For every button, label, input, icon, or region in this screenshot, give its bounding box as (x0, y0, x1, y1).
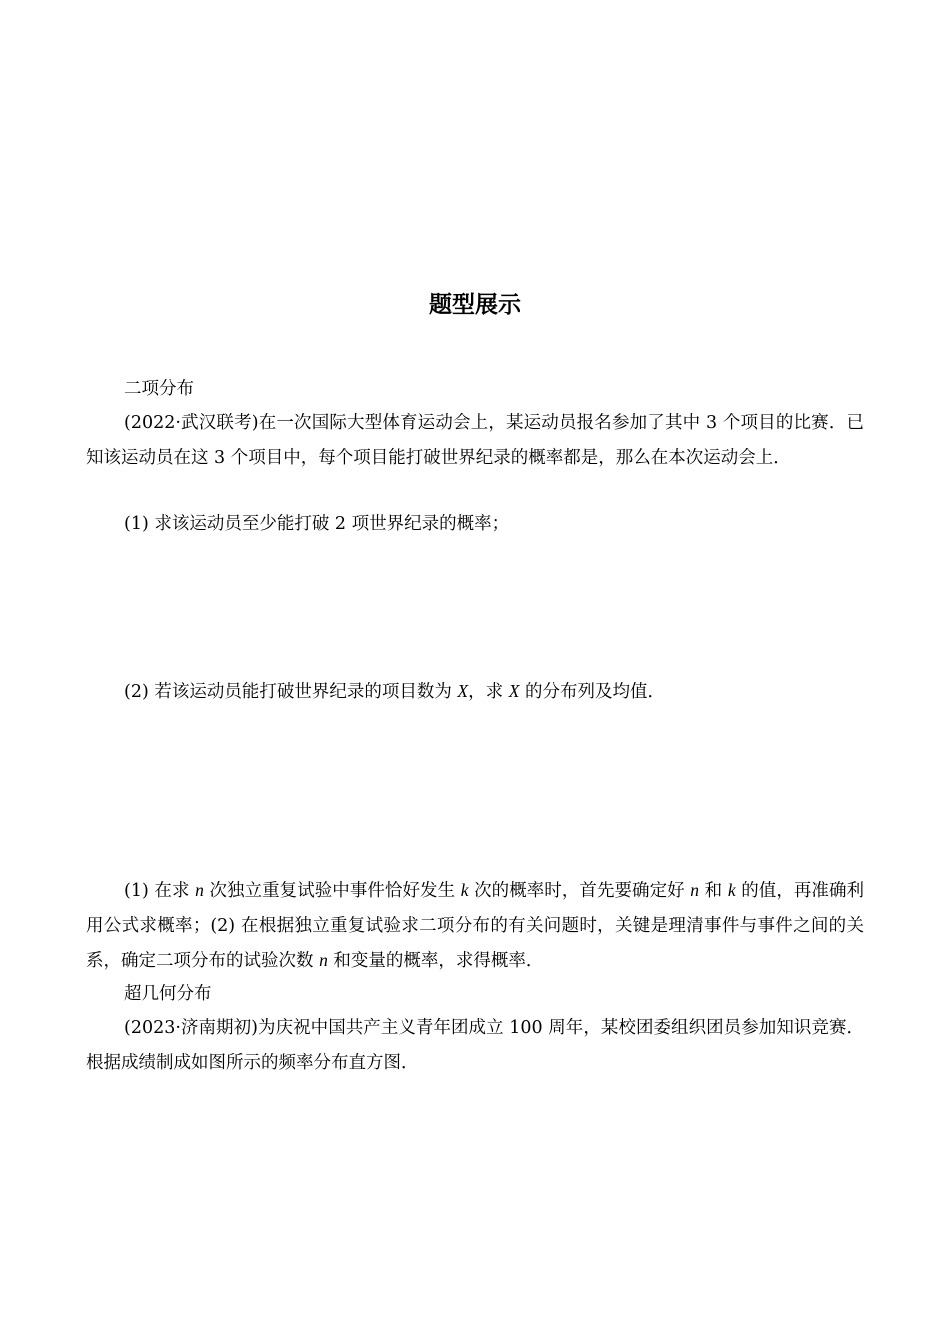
summary-text: 次独立重复试验中事件恰好发生 (203, 881, 461, 901)
summary-text: 和 (699, 881, 728, 901)
variable-n: n (319, 950, 328, 970)
variable-n: n (195, 880, 204, 900)
summary-text: 的值，再准确利用公式求概率；(2) 在根据独立重复试验求二项分布的有关问题时，关键是理清事件与事件之间的关系，确定二项分布的试验次数 (86, 881, 864, 971)
problem-2-text: 为庆祝中国共产主义青年团成立 100 周年，某校团委组织团员参加知识竞赛．根据成绩制成如图所示的频率分布直方图． (86, 1018, 864, 1073)
section-heading-binomial: 二项分布 (124, 379, 194, 399)
variable-x: X (508, 681, 520, 701)
problem-1-text: 在一次国际大型体育运动会上，某运动员报名参加了其中 3 个项目的比赛．已知该运动员在这 3 个项目中，每个项目能打破世界纪录的概率都是，那么在本次运动会上． (86, 413, 864, 468)
variable-x: X (457, 681, 469, 701)
question-2-part3: 的分布列及均值． (519, 682, 665, 702)
variable-k: k (727, 880, 736, 900)
question-2-part1: (2) 若该运动员能打破世界纪录的项目数为 (124, 682, 458, 702)
problem-2-statement (86, 1011, 864, 1080)
summary-text: 次的概率时，首先要确定好 (468, 881, 691, 901)
question-2-part2: ，求 (468, 682, 509, 702)
problem-2-source: (2023·济南期初) (124, 1018, 258, 1038)
variable-n: n (690, 880, 700, 900)
problem-1-source: (2022·武汉联考) (124, 413, 259, 433)
method-summary (86, 873, 864, 979)
page-title: 题型展示 (429, 292, 521, 318)
question-2 (124, 674, 864, 710)
problem-1-statement (86, 406, 864, 475)
question-1: (1) 求该运动员至少能打破 2 项世界纪录的概率； (124, 514, 510, 534)
summary-text: (1) 在求 (124, 881, 196, 901)
variable-k: k (460, 880, 469, 900)
summary-text: 和变量的概率，求得概率． (327, 951, 544, 971)
section-heading-hypergeometric: 超几何分布 (124, 984, 212, 1004)
